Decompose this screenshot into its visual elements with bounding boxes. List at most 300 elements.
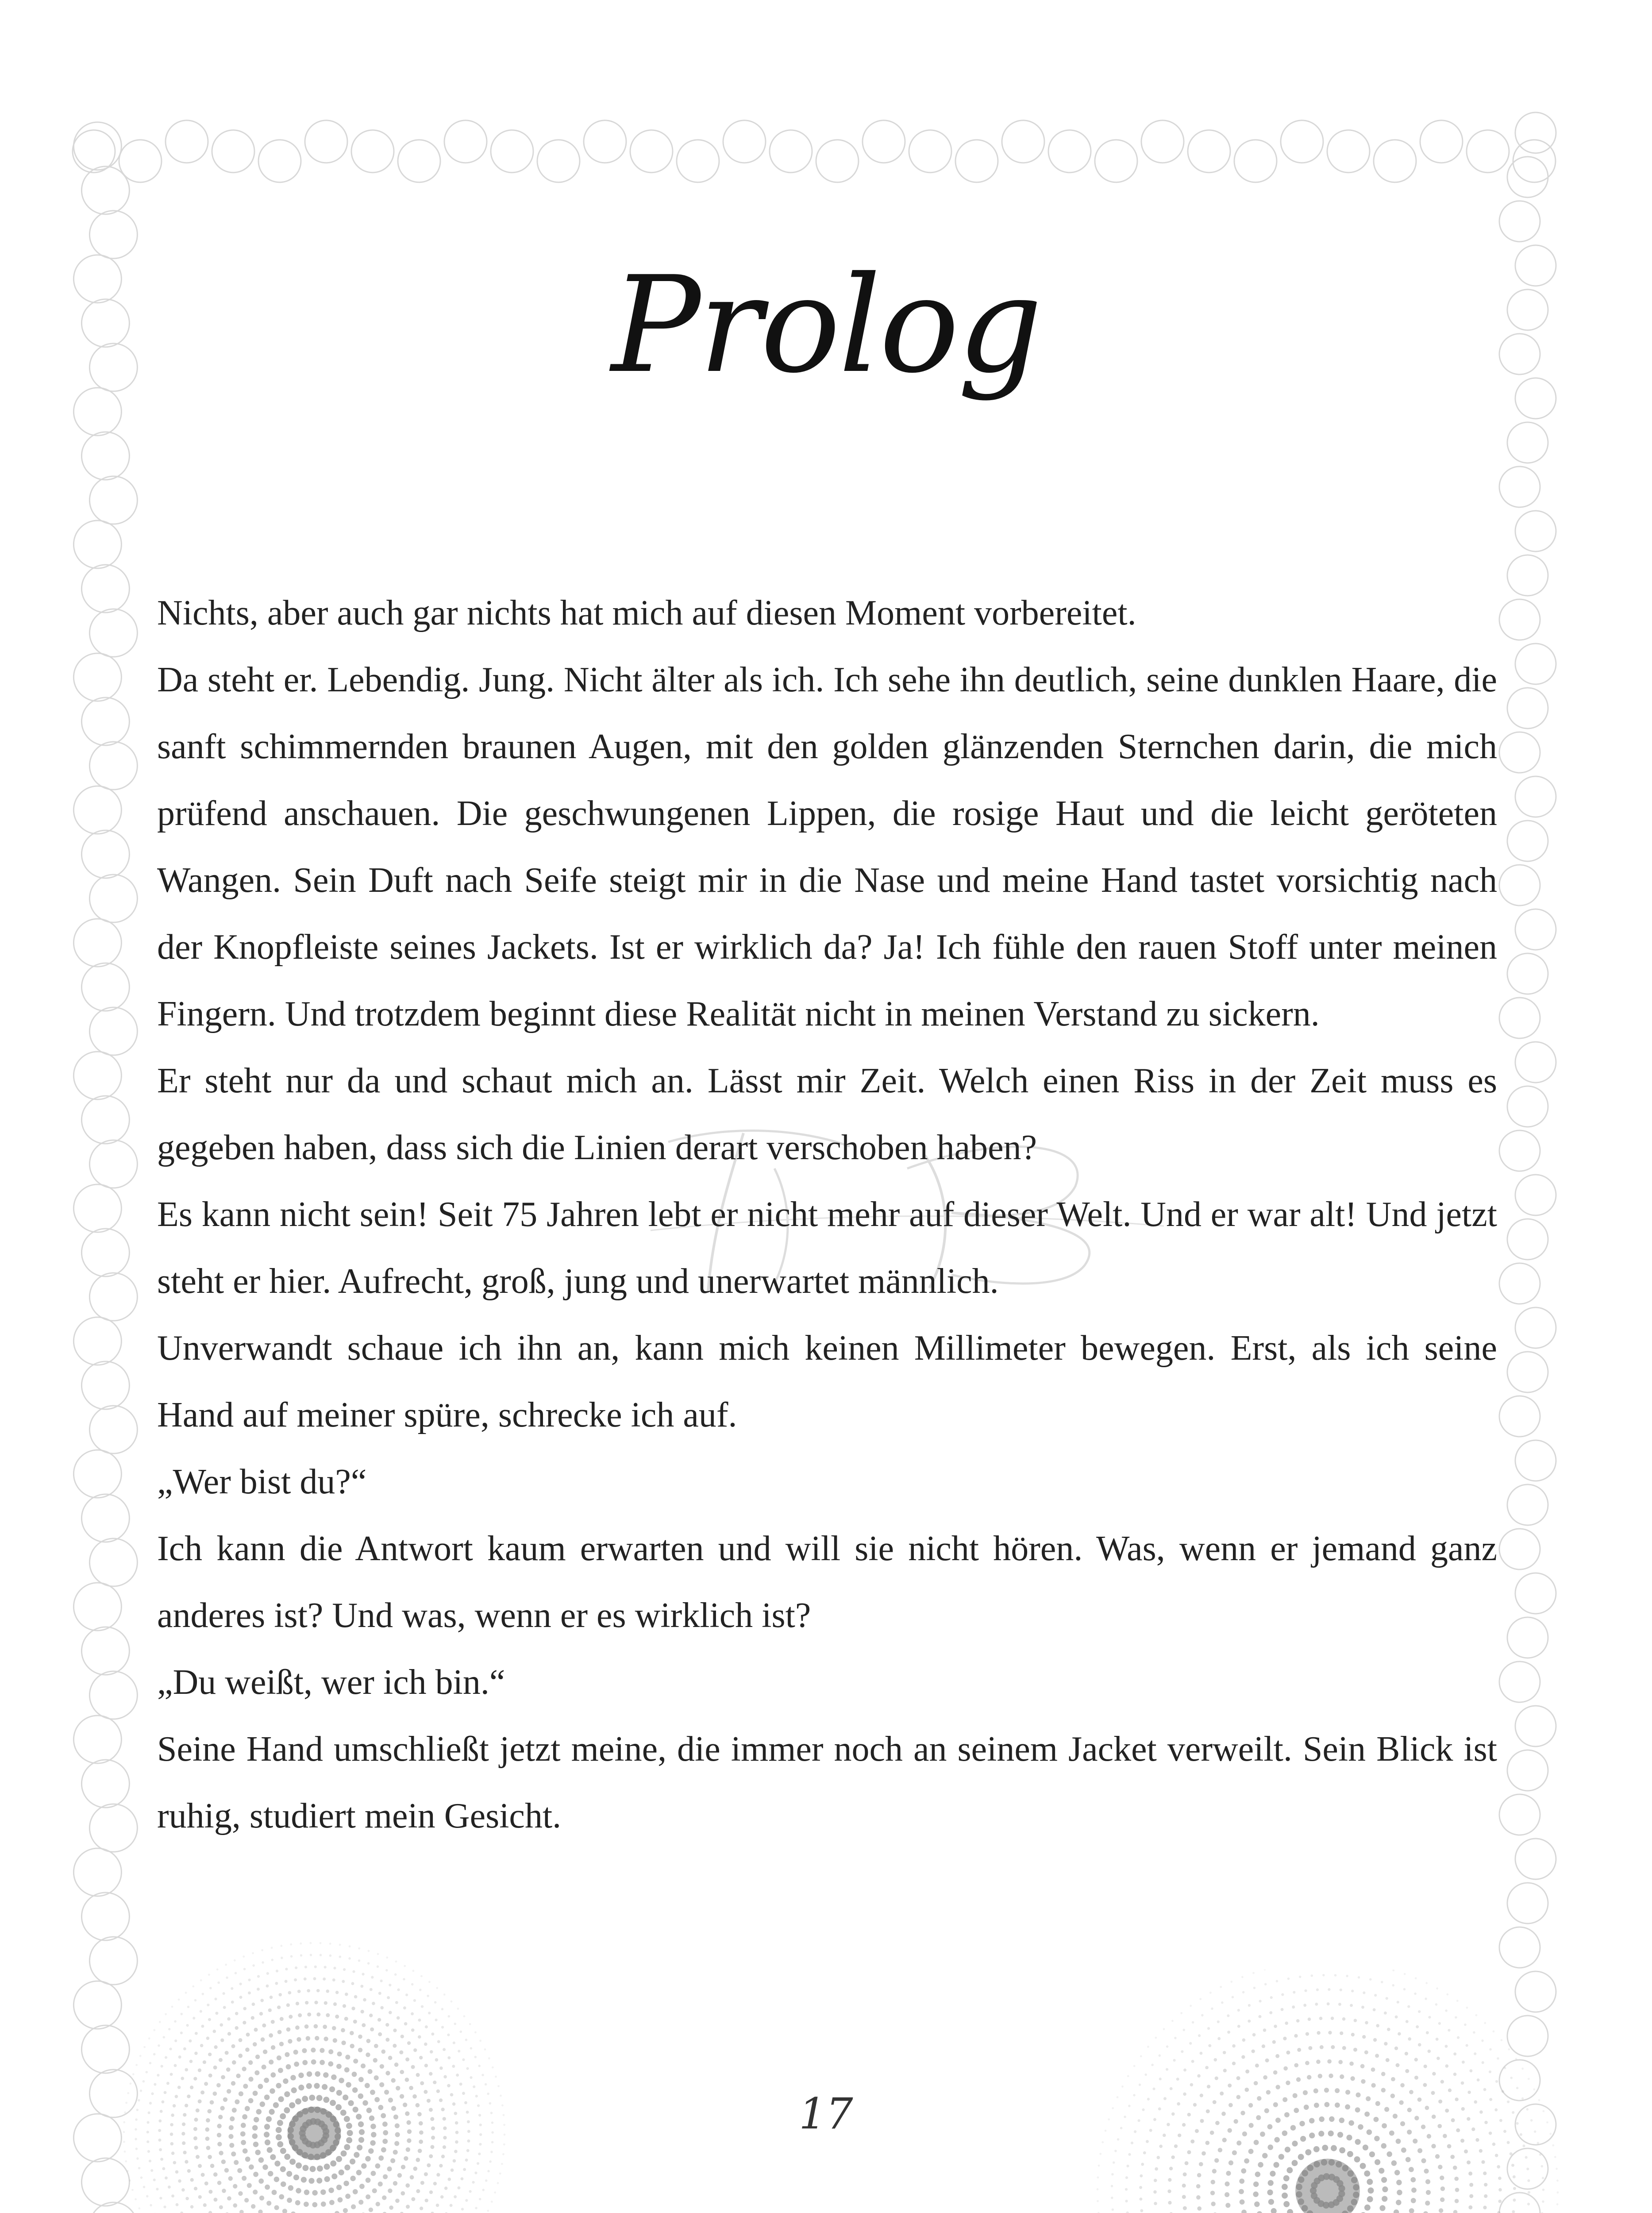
border-circle [81,1494,129,1542]
mandala-dot [286,2027,291,2032]
mandala-dot [451,2168,454,2172]
mandala-dot [1176,2078,1179,2081]
mandala-dot [1400,2083,1405,2088]
mandala-dot [1408,2037,1411,2041]
mandala-dot [281,1957,283,1959]
mandala-dot [419,2140,423,2144]
mandala-dot [324,2001,327,2005]
mandala-dot [331,2174,337,2179]
mandala-dot [381,2050,385,2054]
mandala-dot [243,1955,245,1958]
mandala-dot [353,2059,358,2063]
mandala-dot [332,1978,335,1982]
mandala-dot [1347,2151,1353,2157]
mandala-dot [217,2181,222,2185]
mandala-dot [353,2020,357,2024]
mandala-dot [300,1943,302,1945]
mandala-dot [1155,2167,1158,2171]
mandala-dot [1432,2072,1436,2075]
mandala-dot [169,2047,172,2050]
mandala-dot [261,2037,265,2042]
mandala-dot [329,1943,331,1945]
mandala-dot [266,1985,269,1988]
mandala-dot [1329,2074,1333,2078]
mandala-dot [223,2006,226,2009]
mandala-dot [1474,2052,1476,2055]
mandala-dot [1281,2008,1284,2011]
mandala-dot [451,2001,453,2003]
mandala-dot [300,1954,303,1957]
mandala-dot [390,2158,395,2163]
mandala-dot [274,2205,279,2210]
mandala-dot [1283,2175,1290,2182]
mandala-dot [1386,1997,1388,2000]
mandala-dot [397,1988,400,1991]
mandala-dot [162,2167,165,2170]
mandala-dot [425,2025,428,2028]
mandala-dot [1539,2153,1542,2156]
mandala-dot [1453,2210,1458,2213]
mandala-dot [316,2178,322,2183]
mandala-dot [1296,2077,1301,2082]
mandala-dot [247,2183,252,2188]
border-circle [89,1804,137,1852]
mandala-dot [393,2044,397,2048]
mandala-dot [267,2147,273,2153]
mandala-dot [1292,2141,1298,2147]
mandala-dot [443,2048,446,2051]
mandala-dot [454,2150,458,2153]
mandala-dot [368,2069,373,2074]
mandala-dot [226,2067,231,2072]
mandala-dot [456,2074,459,2077]
mandala-dot [1267,2144,1273,2150]
border-circle [81,1361,129,1409]
border-circle [398,140,440,182]
mandala-dot [163,2036,166,2039]
mandala-dot [431,2032,434,2036]
mandala-dot [1239,2189,1244,2194]
mandala-dot [209,1987,212,1989]
mandala-dot [1417,2148,1422,2153]
mandala-dot [1364,2050,1368,2054]
mandala-dot [400,2035,404,2038]
mandala-dot [1311,1974,1313,1977]
mandala-dot [185,2068,188,2072]
mandala-dot [1350,2004,1353,2007]
mandala-dot [290,1943,292,1946]
mandala-dot [1282,2184,1288,2190]
mandala-dot [150,2204,152,2207]
mandala-dot [489,2160,492,2163]
mandala-dot [447,2033,450,2036]
mandala-dot [454,2195,457,2198]
paragraph-3: Er steht nur da und schaut mich an. Lässt mir Zeit. Welch einen Riss in der Zeit muss es gegeben haben, dass sich die Linien derart verschoben haben? [157,1061,1497,1167]
mandala-dot [457,2186,460,2190]
mandala-dot [241,2140,246,2145]
mandala-dot [341,2028,345,2032]
mandala-dot [1264,1983,1267,1986]
mandala-dot [388,2189,392,2193]
mandala-dot [276,1970,278,1972]
mandala-dot [1101,2141,1104,2144]
mandala-dot [150,2169,153,2172]
mandala-dot [1489,2070,1491,2073]
mandala-dot [1205,2141,1209,2145]
mandala-dot [1248,2004,1251,2007]
mandala-dot [271,2020,275,2024]
mandala-dot [1391,2077,1395,2082]
mandala-dot [326,1989,329,1993]
mandala-dot [405,2058,409,2062]
mandala-dot [1208,2044,1211,2047]
mandala-dot [171,2151,175,2155]
mandala-dot [410,2175,414,2179]
mandala-dot [1111,2197,1113,2199]
mandala-dot [271,2045,275,2050]
border-circle [1507,555,1548,596]
mandala-dot [397,2173,402,2178]
mandala-dot [163,2205,166,2208]
mandala-dot [380,1980,383,1982]
mandala-dot [208,2074,212,2078]
mandala-dot [293,2050,298,2055]
mandala-dot [233,2203,237,2208]
mandala-dot [304,2190,310,2195]
mandala-dot [365,2083,370,2088]
mandala-dot [1254,2201,1260,2207]
mandala-dot [1174,2037,1177,2040]
mandala-dot [1396,2139,1401,2144]
mandala-dot [1315,2003,1318,2006]
mandala-dot [400,2191,405,2196]
mandala-dot [1475,2014,1477,2016]
mandala-dot [436,1987,438,1989]
mandala-dot [369,2013,373,2017]
mandala-dot [1305,2149,1311,2155]
mandala-dot [424,2172,428,2176]
mandala-dot [153,2029,155,2031]
mandala-dot [1227,2031,1230,2034]
mandala-dot [1232,2044,1236,2048]
mandala-dot [243,2007,246,2010]
mandala-dot [362,1973,365,1975]
mandala-dot [1456,2000,1459,2002]
mandala-dot [448,2178,451,2181]
mandala-dot [1287,1978,1290,1980]
mandala-dot [372,2188,377,2193]
mandala-dot [1111,2185,1113,2187]
mandala-dot [1381,2072,1386,2076]
mandala-dot [1201,2151,1206,2155]
mandala-dot [321,2201,326,2207]
mandala-dot [1254,2081,1258,2086]
mandala-dot [308,2178,314,2184]
mandala-dot [430,2145,434,2149]
border-circle [1499,1794,1540,1835]
mandala-dot [168,2028,171,2031]
mandala-dot [1362,2035,1366,2039]
mandala-dot [1404,1973,1406,1975]
mandala-dot [1428,2016,1431,2019]
mandala-dot [1374,1994,1377,1997]
border-circle [1507,1484,1548,1525]
mandala-dot [447,2056,451,2059]
mandala-dot [377,1953,379,1955]
mandala-dot [320,2190,326,2195]
mandala-dot [1201,2014,1204,2016]
mandala-dot [503,2144,505,2146]
mandala-dot [1497,2057,1499,2060]
mandala-dot [1121,2086,1124,2088]
mandala-dot [216,1968,219,1970]
border-circle [770,130,812,173]
mandala-dot [1425,2179,1430,2184]
mandala-dot [435,2058,439,2062]
mandala-dot [400,2070,404,2074]
mandala-dot [405,2078,409,2082]
mandala-dot [479,2143,481,2146]
mandala-dot [1269,2011,1272,2014]
mandala-dot [358,2048,362,2052]
mandala-dot [397,2016,400,2020]
mandala-dot [1230,1981,1232,1983]
mandala-dot [302,2165,308,2171]
mandala-dot [253,2142,259,2147]
mandala-dot [411,2012,414,2015]
mandala-dot [219,2151,223,2155]
mandala-dot [378,2032,382,2036]
mandala-dot [219,2058,223,2062]
mandala-dot [1521,2068,1524,2070]
mandala-dot [225,2051,229,2055]
mandala-dot [131,2189,134,2191]
mandala-dot [385,2038,389,2042]
mandala-dot [316,2013,320,2016]
mandala-dot [261,1949,263,1951]
mandala-dot [386,1956,388,1959]
border-circle [1515,1839,1556,1879]
mandala-dot [341,2040,346,2045]
mandala-dot [452,2065,455,2068]
mandala-dot [1364,2171,1370,2177]
mandala-dot [330,2160,336,2167]
mandala-dot [1375,2159,1380,2165]
mandala-dot [181,2013,183,2016]
mandala-dot [374,2075,379,2080]
mandala-dot [158,2044,160,2047]
mandala-dot [1159,2054,1161,2057]
mandala-dot [339,1944,341,1946]
mandala-dot [1416,2025,1419,2028]
mandala-dot [249,2164,254,2170]
mandala-dot [224,2168,229,2172]
border-circle [677,140,719,182]
mandala-dot [391,2078,396,2082]
mandala-dot [254,2070,259,2075]
mandala-dot [295,2200,300,2205]
mandala-dot [262,2024,266,2028]
mandala-dot [377,1966,379,1968]
mandala-dot [389,1984,391,1986]
mandala-dot [200,1979,202,1982]
mandala-dot [413,2048,417,2052]
mandala-dot [208,2053,212,2056]
mandala-dot [1453,2166,1457,2170]
mandala-dot [1183,2172,1187,2176]
border-circle [73,653,121,701]
mandala-dot [345,2194,350,2199]
mandala-dot [259,2196,264,2201]
mandala-dot [352,1970,355,1973]
mandala-dot [255,2150,261,2155]
mandala-dot [1181,2050,1183,2053]
mandala-dot [282,2209,287,2213]
mandala-dot [1155,2037,1157,2039]
mandala-dot [201,2173,205,2177]
mandala-dot [395,2198,400,2203]
mandala-dot [1405,2069,1409,2073]
mandala-dot [350,2031,354,2036]
border-circle [1499,1263,1540,1304]
mandala-dot [171,2194,174,2198]
mandala-dot [295,1966,297,1969]
mandala-dot [420,2206,423,2210]
mandala-dot [1248,2149,1254,2154]
mandala-dot [154,2083,156,2086]
mandala-dot [200,2044,204,2047]
mandala-dot [1428,2050,1431,2053]
mandala-dot [1197,2173,1201,2178]
mandala-dot [1381,2143,1387,2149]
mandala-dot [208,2211,212,2213]
mandala-dot [1453,2052,1456,2055]
mandala-dot [304,2201,309,2207]
mandala-dot [443,1993,446,1996]
border-circle [89,1273,137,1321]
mandala-dot [302,2048,307,2053]
mandala-dot [1159,2078,1162,2080]
mandala-dot [135,2064,138,2066]
mandala-dot [418,2035,421,2039]
prologue-text [157,580,1497,1850]
mandala-dot [366,2039,371,2043]
border-circle [584,120,626,163]
mandala-dot [1151,2064,1154,2066]
mandala-dot [1190,2140,1194,2144]
mandala-dot [1169,2167,1173,2170]
mandala-dot [494,2191,496,2194]
border-circle [1499,1130,1540,1171]
mandala-dot [1501,2039,1503,2041]
mandala-dot [394,2063,399,2067]
mandala-dot [406,2147,410,2152]
mandala-dot [1431,2144,1436,2148]
mandala-dot [428,2012,431,2014]
mandala-dot [1285,2147,1290,2152]
mandala-dot [290,1955,293,1958]
mandala-dot [463,2015,466,2017]
mandala-dot [295,2025,300,2030]
mandala-dot [1207,2027,1210,2030]
mandala-dot [227,2017,231,2021]
mandala-dot [194,2187,197,2190]
mandala-dot [159,2021,161,2023]
mandala-dot [1379,2205,1385,2211]
mandala-dot [1440,2080,1444,2083]
border-circle [1420,120,1463,163]
mandala-dot [245,2157,250,2162]
mandala-dot [231,2001,234,2004]
mandala-dot [1299,1976,1302,1978]
mandala-dot [1259,2000,1261,2002]
mandala-dot [466,2149,470,2152]
mandala-dot [183,2047,186,2051]
mandala-dot [180,2032,183,2034]
mandala-dot [207,2004,209,2006]
mandala-dot [1274,2024,1277,2028]
mandala-dot [1423,2083,1427,2087]
mandala-dot [350,2176,356,2182]
mandala-dot [266,1972,269,1975]
mandala-dot [1365,2021,1368,2024]
mandala-dot [239,2210,244,2213]
mandala-dot [342,1980,345,1983]
mandala-dot [165,2176,168,2179]
mandala-dot [146,2071,148,2074]
mandala-dot [1381,2177,1387,2183]
border-circle [73,919,121,967]
border-circle [166,120,208,163]
mandala-dot [1239,2178,1244,2184]
mandala-dot [1340,1989,1342,1991]
mandala-dot [336,2185,342,2190]
mandala-dot [1411,2187,1417,2193]
mandala-dot [1498,2200,1502,2203]
mandala-dot [203,2203,207,2207]
mandala-dot [358,1947,360,1950]
mandala-dot [253,2190,258,2194]
mandala-dot [1466,2007,1468,2009]
mandala-dot [1157,2156,1160,2159]
mandala-dot [315,2036,319,2040]
border-circle [73,1184,121,1232]
mandala-dot [1318,2074,1322,2078]
mandala-dot [1466,2044,1468,2047]
mandala-dot [1515,2058,1517,2060]
mandala-dot [1367,2179,1373,2185]
mandala-dot [333,2002,337,2006]
mandala-dot [485,2083,487,2086]
mandala-dot [320,1942,322,1944]
mandala-dot [429,2154,433,2158]
mandala-dot [1440,2186,1445,2191]
mandala-dot [356,2170,362,2175]
mandala-dot [1099,2153,1101,2155]
mandala-dot [351,2204,356,2209]
mandala-dot [345,1993,348,1996]
mandala-dot [404,2022,408,2026]
mandala-dot [237,2168,242,2173]
mandala-dot [469,2190,471,2193]
border-circle [1515,776,1556,817]
mandala-dot [1340,2074,1344,2079]
mandala-dot [315,2071,320,2077]
border-circle [1507,157,1548,197]
mandala-dot [339,2170,344,2175]
mandala-dot [393,2028,397,2032]
mandala-dot [277,2055,281,2060]
